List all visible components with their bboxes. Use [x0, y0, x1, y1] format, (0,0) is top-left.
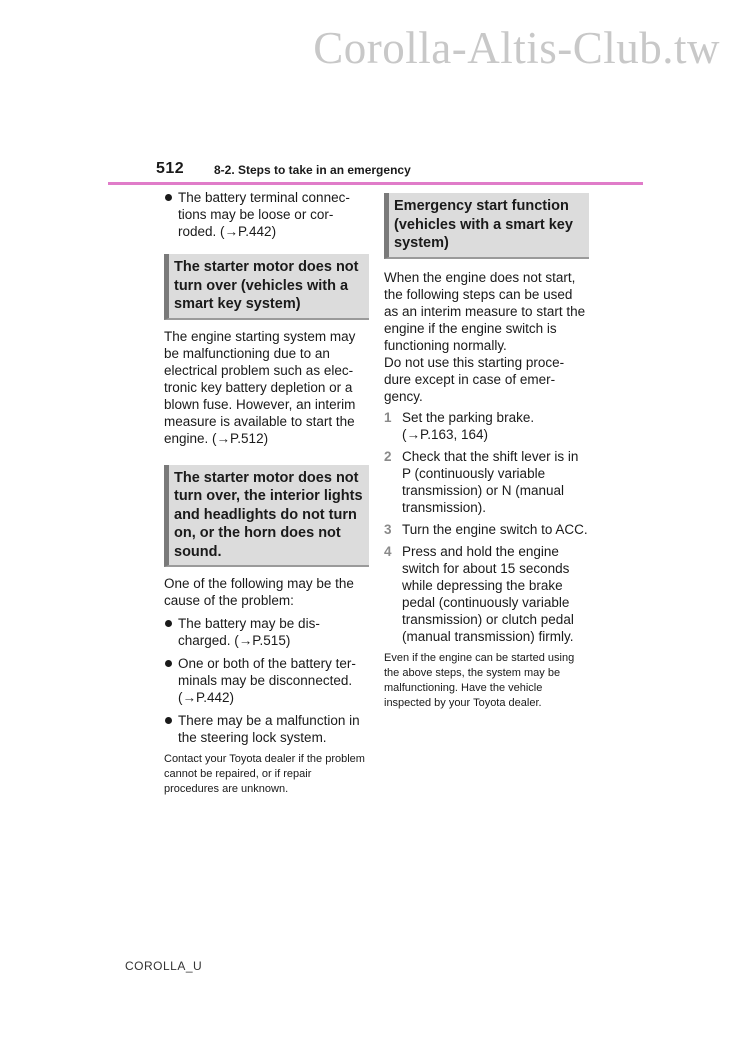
step-item: [384, 409, 589, 443]
bullet-text: The battery may be dis-charged. (→P.515): [178, 616, 320, 648]
left-column: [164, 189, 369, 797]
step-text: Press and hold the engine switch for about 15 seconds while depressing the brake pedal (continuously variable transmission) or clutch pedal (manual transmission) firmly.: [402, 543, 574, 644]
page-header: [156, 160, 646, 182]
bullet-text: The battery terminal connec-tions may be loose or cor-roded. (→P.442): [178, 190, 350, 239]
step-number: 4: [384, 543, 392, 559]
step-item: [384, 543, 589, 645]
list-item: [164, 712, 369, 746]
step-text: Set the parking brake. (→P.163, 164): [402, 409, 535, 442]
bullet-icon: [165, 660, 172, 667]
step-list: [384, 409, 589, 645]
bullet-text: There may be a malfunction in the steering lock system.: [178, 713, 360, 745]
step-item: [384, 448, 589, 516]
right-column: [384, 193, 589, 711]
bullet-icon: [165, 717, 172, 724]
note-text: Contact your Toyota dealer if the problem cannot be repaired, or if repair procedures are unknown.: [164, 753, 365, 795]
paragraph: Do not use this starting proce-dure except in case of emer-gency.: [384, 354, 565, 404]
step-number: 2: [384, 448, 392, 464]
paragraph: When the engine does not start, the following steps can be used as an interim measure to start the engine if the engine switch is functioning normally.: [384, 269, 586, 353]
paragraph: The engine starting system may be malfunctioning due to an electrical problem such as elec-tronic key battery depletion or a blown fuse. However, an interim measure is available to start the engine. (→P.512): [164, 328, 356, 446]
heading-emergency-start: Emergency start function (vehicles with a smart key system): [384, 193, 589, 259]
list-item: [164, 189, 369, 240]
step-item: [384, 521, 589, 538]
step-number: 1: [384, 409, 392, 425]
page-number: 512: [156, 160, 185, 177]
bullet-list: [164, 615, 369, 746]
header-rule: [108, 182, 643, 185]
list-item: [164, 615, 369, 649]
bullet-icon: [165, 620, 172, 627]
bullet-icon: [165, 194, 172, 201]
footer-label: COROLLA_U: [125, 959, 203, 973]
step-text: Check that the shift lever is in P (continuously variable transmission) or N (manual transmission).: [402, 448, 579, 515]
section-title: 8-2. Steps to take in an emergency: [214, 163, 411, 177]
heading-starter-motor-smart-key: The starter motor does not turn over (vehicles with a smart key system): [164, 254, 369, 320]
note-text: Even if the engine can be started using the above steps, the system may be malfunctioning. Have the vehicle inspected by your Toyota dealer.: [384, 651, 575, 709]
heading-starter-no-lights: The starter motor does not turn over, the interior lights and headlights do not turn on, or the horn does not sound.: [164, 465, 369, 568]
list-item: [164, 655, 369, 706]
step-text: Turn the engine switch to ACC.: [402, 521, 588, 537]
step-number: 3: [384, 521, 392, 537]
bullet-text: One or both of the battery ter-minals may be disconnected. (→P.442): [178, 656, 356, 705]
paragraph: One of the following may be the cause of the problem:: [164, 576, 354, 608]
watermark: Corolla-Altis-Club.tw: [313, 23, 720, 73]
